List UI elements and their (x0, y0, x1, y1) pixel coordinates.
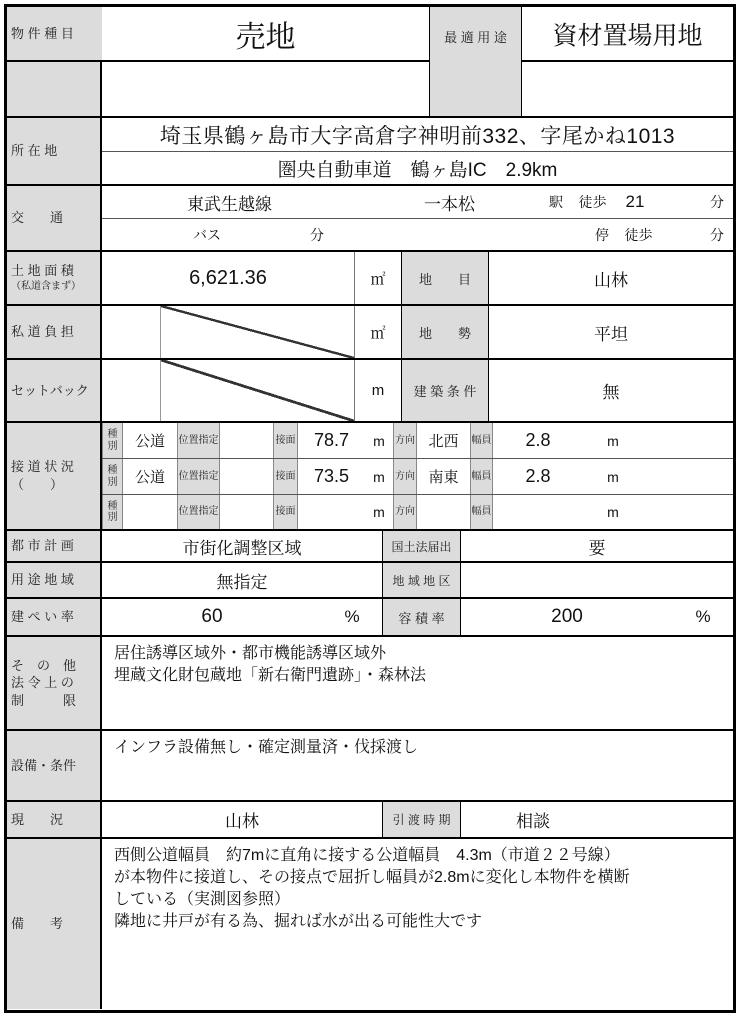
current-status-value: 山林 (225, 812, 259, 831)
setback-unit: m (354, 360, 401, 421)
terrain-value: 平坦 (594, 324, 628, 344)
best-use-label-cell (429, 7, 522, 116)
city-planning-section (7, 531, 733, 563)
setback-label: セットバック (7, 360, 102, 421)
land-area-section (7, 252, 733, 306)
floor-area-ratio-value: 200 (551, 606, 583, 627)
coverage-ratio-unit: % (344, 607, 360, 626)
frontage-value: 78.7 (313, 430, 350, 450)
facilities-section (7, 731, 733, 802)
width-unit: m (607, 504, 619, 520)
direction-value: 北西 (428, 433, 459, 450)
frontage-value: 73.5 (313, 466, 350, 486)
location-highway-access: 圏央自動車道 鶴ヶ島IC 2.9km (277, 159, 558, 181)
setback-section (7, 360, 733, 423)
location-address: 埼玉県鶴ヶ島市大字高倉字神明前332、字尾かね1013 (102, 118, 733, 152)
facilities-label: 設備・条件 (7, 731, 102, 800)
frontage-label: 接面 (273, 495, 298, 529)
city-planning-label: 都 市 計 画 (7, 531, 102, 561)
road-contact-row (102, 423, 733, 459)
coverage-section (7, 599, 733, 637)
remarks-label: 備 考 (7, 839, 102, 1009)
land-area-value: 6,621.36 (189, 266, 267, 289)
empty-cell (102, 360, 161, 421)
location-section (7, 118, 733, 186)
restriction-line: 居住誘導区域外・都市機能誘導区域外 (114, 645, 387, 662)
best-use-value: 資材置場用地 (522, 7, 733, 62)
stop-walk-label: 徒歩 (624, 226, 653, 243)
remarks-line: している（実測図参照） (114, 891, 291, 909)
land-category-label: 地 目 (401, 252, 489, 304)
road-type-value: 公道 (134, 433, 165, 450)
width-unit: m (607, 432, 619, 449)
use-district-value: 無指定 (216, 572, 268, 592)
remarks-line: 隣地に井戸が有る為、掘れば水が出る可能性大です (114, 913, 483, 931)
stop-minutes-unit: 分 (710, 226, 724, 243)
use-district-section (7, 563, 733, 599)
direction-label: 方向 (393, 459, 417, 494)
position-designation-label: 位置指定 (177, 423, 220, 458)
floor-area-ratio-unit: % (695, 607, 711, 626)
station-suffix: 駅 (549, 194, 563, 210)
city-planning-value: 市街化調整区域 (182, 538, 302, 558)
road-type-label: 種別 (102, 459, 123, 494)
position-designation-label: 位置指定 (177, 495, 220, 529)
diagonal-line (161, 360, 354, 421)
walk-label: 徒歩 (578, 194, 607, 210)
road-contact-section (7, 423, 733, 531)
road-type-label: 種別 (102, 423, 123, 458)
road-contact-row (102, 459, 733, 495)
restriction-line: 埋蔵文化財包蔵地「新右衛門遺跡」・森林法 (114, 667, 427, 685)
area-district-label: 地 域 地 区 (382, 563, 461, 597)
terrain-label: 地 勢 (401, 306, 489, 358)
land-area-label: 土 地 面 積 （私道含まず） (7, 252, 102, 304)
property-sheet (4, 4, 736, 1013)
width-unit: m (607, 468, 619, 485)
empty-cell (102, 62, 429, 116)
rail-line: 東武生越線 (187, 194, 272, 214)
direction-label: 方向 (393, 423, 417, 458)
position-designation-value (220, 423, 273, 458)
direction-value (417, 495, 470, 529)
area-district-value (461, 563, 733, 597)
direction-label: 方向 (393, 495, 417, 529)
other-restrictions-section (7, 637, 733, 731)
current-status-section (7, 802, 733, 839)
diagonal-line (161, 306, 354, 358)
property-type-section (7, 7, 733, 118)
direction-value: 南東 (428, 469, 459, 486)
position-designation-value (220, 459, 273, 494)
delivery-time-label: 引 渡 時 期 (382, 802, 461, 837)
private-road-unit: ㎡ (354, 306, 401, 358)
current-status-label: 現 況 (7, 802, 102, 837)
coverage-ratio-value: 60 (201, 606, 223, 627)
building-conditions-value: 無 (602, 383, 620, 402)
empty-cell (102, 306, 161, 358)
frontage-unit: m (373, 504, 385, 520)
stop-suffix: 停 (595, 226, 609, 243)
bus-label: バス (193, 226, 221, 243)
width-label: 幅員 (470, 495, 493, 529)
land-area-sublabel: （私道含まず） (11, 281, 81, 293)
position-designation-label: 位置指定 (177, 459, 220, 494)
remarks-text (102, 839, 733, 1009)
land-area-unit: ㎡ (354, 252, 401, 304)
remarks-line: が本物件に接道し、その接点で屈折し幅員が2.8mに変化し本物件を横断 (114, 869, 630, 887)
walk-minutes: 21 (625, 192, 645, 211)
bus-minutes-unit: 分 (310, 226, 324, 243)
private-road-label: 私 道 負 担 (7, 306, 102, 358)
position-designation-value (220, 495, 273, 529)
land-category-value: 山林 (594, 270, 628, 290)
road-type-value (123, 495, 177, 529)
delivery-time-value: 相談 (516, 812, 550, 831)
width-label: 幅員 (470, 423, 493, 458)
frontage-unit: m (373, 468, 385, 485)
empty-label-cell (7, 62, 100, 116)
building-conditions-label: 建 築 条 件 (401, 360, 489, 421)
private-road-section (7, 306, 733, 360)
frontage-label: 接面 (273, 423, 298, 458)
station-name: 一本松 (424, 194, 475, 214)
width-value: 2.8 (525, 466, 551, 486)
property-type-label: 物 件 種 目 (7, 7, 102, 62)
empty-cell (522, 62, 733, 116)
location-label: 所 在 地 (7, 118, 102, 184)
road-type-label: 種別 (102, 495, 123, 529)
width-value: 2.8 (525, 430, 551, 450)
road-contact-row (102, 495, 733, 529)
transport-section (7, 186, 733, 252)
national-land-law-value: 要 (588, 538, 606, 558)
facilities-text: インフラ設備無し・確定測量済・伐採渡し (114, 739, 419, 756)
national-land-law-label: 国土法届出 (382, 531, 461, 561)
use-district-label: 用 途 地 域 (7, 563, 102, 597)
floor-area-ratio-label: 容 積 率 (382, 599, 461, 635)
property-type-value: 売地 (102, 7, 429, 62)
best-use-label: 最 適 用 途 (444, 30, 507, 45)
road-contact-label: 接 道 状 況 （ ） (7, 423, 102, 529)
other-restrictions-label: そ の 他 法 令 上 の 制 限 (7, 637, 102, 729)
width-label: 幅員 (470, 459, 493, 494)
minutes-unit: 分 (710, 194, 724, 210)
other-restrictions-text (102, 637, 733, 729)
frontage-unit: m (373, 432, 385, 449)
road-type-value: 公道 (134, 469, 165, 486)
remarks-line: 西側公道幅員 約7mに直角に接する公道幅員 4.3m（市道２２号線） (114, 847, 620, 864)
remarks-section (7, 839, 733, 1009)
transport-label: 交 通 (7, 186, 102, 250)
frontage-label: 接面 (273, 459, 298, 494)
coverage-ratio-label: 建 ぺ い 率 (7, 599, 102, 635)
